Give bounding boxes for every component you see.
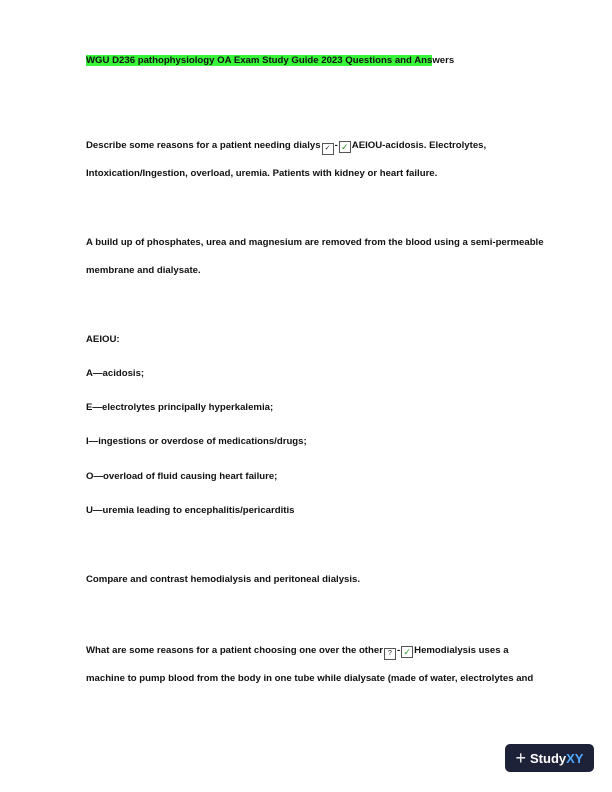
separator: - [396, 645, 401, 656]
question-3-line-2: machine to pump blood from the body in one tube while dialysate (made of water, electrolytes and [86, 673, 534, 684]
plus-icon: + [515, 748, 527, 768]
question-1-line-2: Intoxication/Ingestion, overload, uremia. Patients with kidney or heart failure. [86, 168, 438, 179]
question-3-prefix: What are some reasons for a patient choosing one over the other [86, 645, 383, 656]
checkmark-icon: ✓ [401, 646, 413, 658]
question-1-prefix: Describe some reasons for a patient needing dialys [86, 140, 321, 151]
broken-glyph-icon: ? [384, 648, 396, 660]
question-3 [86, 645, 509, 660]
title-highlight: WGU D236 pathophysiology OA Exam Study Guide 2023 Questions and Ans [86, 55, 433, 66]
logo-text-main: Study [530, 750, 567, 766]
logo-text-accent: XY [566, 750, 584, 766]
aeiou-item-i: I—ingestions or overdose of medications/drugs; [86, 436, 307, 447]
checkmark-icon: ✓ [339, 141, 351, 153]
question-1 [86, 140, 486, 155]
paragraph-2-line-1: A build up of phosphates, urea and magnesium are removed from the blood using a semi-permeable [86, 237, 544, 248]
question-1-answer: AEIOU-acidosis. Electrolytes, [351, 140, 487, 151]
broken-glyph-icon: ✓ [322, 143, 334, 155]
aeiou-item-e: E—electrolytes principally hyperkalemia; [86, 402, 274, 413]
studyxy-logo[interactable] [505, 744, 594, 772]
title-rest: wers [432, 55, 455, 66]
aeiou-item-a: A—acidosis; [86, 368, 145, 379]
aeiou-item-u: U—uremia leading to encephalitis/pericarditis [86, 505, 295, 516]
aeiou-heading: AEIOU: [86, 334, 120, 345]
aeiou-item-o: O—overload of fluid causing heart failure; [86, 471, 278, 482]
question-3-answer: Hemodialysis uses a [414, 645, 509, 656]
compare-question: Compare and contrast hemodialysis and peritoneal dialysis. [86, 574, 361, 585]
paragraph-2-line-2: membrane and dialysate. [86, 265, 201, 276]
document-title [86, 55, 454, 67]
separator: - [334, 140, 338, 151]
